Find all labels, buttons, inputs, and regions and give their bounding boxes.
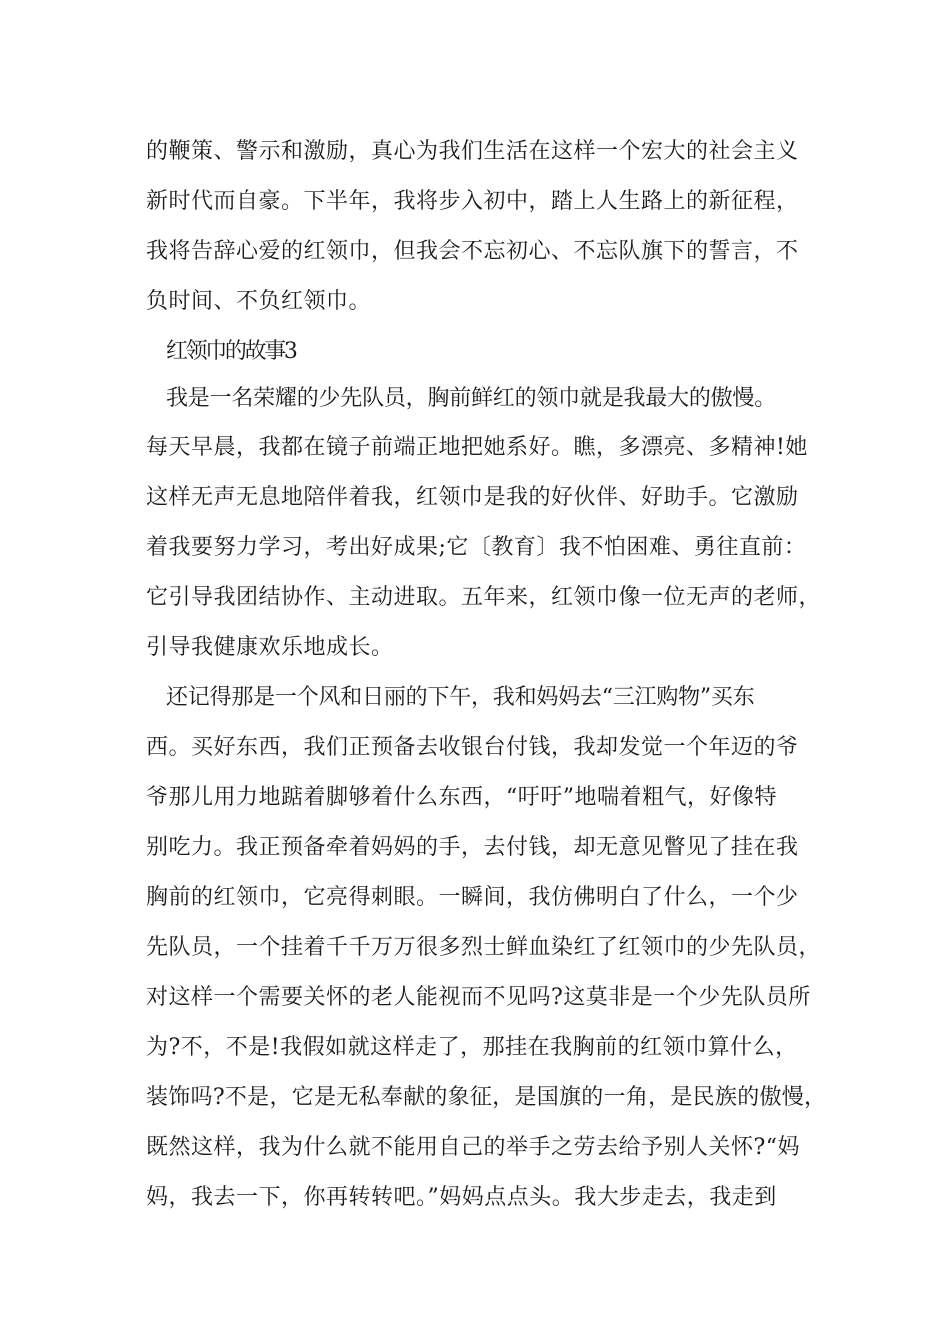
text-line: 新时代而自豪。下半年，我将步入初中，踏上人生路上的新征程， — [146, 189, 799, 214]
text-line: 对这样一个需要关怀的老人能视而不见吗?这莫非是一个少先队员所 — [146, 985, 811, 1010]
paragraph-first-line: 还记得那是一个风和日丽的下午，我和妈妈去“三江购物”买东 — [166, 685, 755, 710]
text-line: 别吃力。我正预备牵着妈妈的手，去付钱，却无意见瞥见了挂在我 — [146, 835, 799, 860]
text-line: 既然这样，我为什么就不能用自己的举手之劳去给予别人关怀?“妈 — [146, 1135, 801, 1160]
text-line: 装饰吗?不是，它是无私奉献的象征，是国旗的一角，是民族的傲慢， — [146, 1085, 827, 1110]
text-line: 着我要努力学习，考出好成果;它〔教育〕我不怕困难、勇往直前： — [146, 535, 807, 560]
text-line: 这样无声无息地陪伴着我，红领巾是我的好伙伴、好助手。它激励 — [146, 485, 799, 510]
text-line: 胸前的红领巾，它亮得刺眼。一瞬间，我仿佛明白了什么，一个少 — [146, 885, 799, 910]
text-line: 为?不，不是!我假如就这样走了，那挂在我胸前的红领巾算什么， — [146, 1035, 798, 1060]
paragraph-first-line: 我是一名荣耀的少先队员，胸前鲜红的领巾就是我最大的傲慢。 — [166, 386, 777, 411]
text-line: 先队员，一个挂着千千万万很多烈士鲜血染红了红领巾的少先队员， — [146, 935, 822, 960]
text-line: 爷那儿用力地踮着脚够着什么东西，“吁吁”地喘着粗气，好像特 — [146, 785, 777, 810]
section-heading: 红领巾的故事3 — [166, 339, 296, 364]
text-line: 负时间、不负红领巾。 — [146, 289, 372, 314]
text-line: 的鞭策、警示和激励，真心为我们生活在这样一个宏大的社会主义 — [146, 139, 799, 164]
text-line: 它引导我团结协作、主动进取。五年来，红领巾像一位无声的老师， — [146, 585, 822, 610]
text-line: 引导我健康欢乐地成长。 — [146, 635, 394, 660]
text-line: 我将告辞心爱的红领巾，但我会不忘初心、不忘队旗下的誓言，不 — [146, 239, 799, 264]
text-line: 妈，我去一下，你再转转吧。”妈妈点点头。我大步走去，我走到 — [146, 1185, 777, 1210]
text-line: 西。买好东西，我们正预备去收银台付钱，我却发觉一个年迈的爷 — [146, 735, 799, 760]
text-line: 每天早晨，我都在镜子前端正地把她系好。瞧，多漂亮、多精神!她 — [146, 435, 808, 460]
